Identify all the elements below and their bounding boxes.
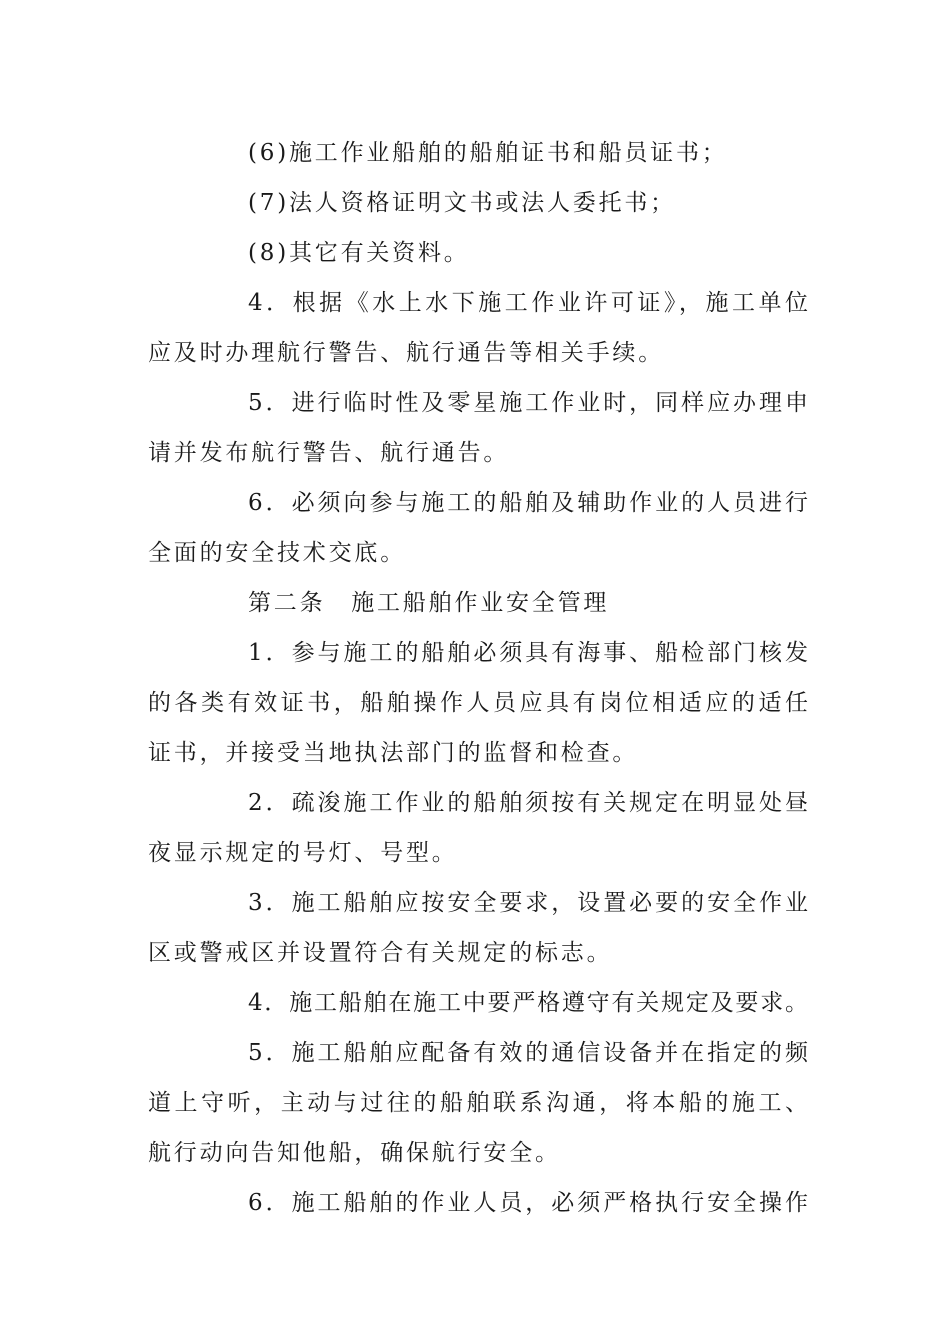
text-line: 6．施工船舶的作业人员，必须严格执行安全操作 <box>248 1190 808 1216</box>
text-line: 区或警戒区并设置符合有关规定的标志。 <box>148 940 613 966</box>
text-line: 2．疏浚施工作业的船舶须按有关规定在明显处昼 <box>248 790 808 816</box>
text-line: 5．施工船舶应配备有效的通信设备并在指定的频 <box>248 1040 808 1066</box>
section-heading: 第二条 施工船舶作业安全管理 <box>248 590 610 616</box>
text-line: 的各类有效证书，船舶操作人员应具有岗位相适应的适任 <box>148 690 808 716</box>
text-line: 道上守听，主动与过往的船舶联系沟通，将本船的施工、 <box>148 1090 808 1116</box>
text-line: 航行动向告知他船，确保航行安全。 <box>148 1140 561 1166</box>
text-line: 4．施工船舶在施工中要严格遵守有关规定及要求。 <box>248 990 808 1016</box>
text-line: (6)施工作业船舶的船舶证书和船员证书； <box>248 140 728 166</box>
text-line: 夜显示规定的号灯、号型。 <box>148 840 458 866</box>
text-line: 全面的安全技术交底。 <box>148 540 406 566</box>
document-body <box>148 128 808 1228</box>
text-line: (8)其它有关资料。 <box>248 240 470 266</box>
text-line: 请并发布航行警告、航行通告。 <box>148 440 510 466</box>
text-line: 1．参与施工的船舶必须具有海事、船检部门核发 <box>248 640 808 666</box>
text-line: 5．进行临时性及零星施工作业时，同样应办理申 <box>248 390 808 416</box>
text-line: 3．施工船舶应按安全要求，设置必要的安全作业 <box>248 890 808 916</box>
text-line: 应及时办理航行警告、航行通告等相关手续。 <box>148 340 664 366</box>
text-line: 证书，并接受当地执法部门的监督和检查。 <box>148 740 639 766</box>
text-line: 6．必须向参与施工的船舶及辅助作业的人员进行 <box>248 490 808 516</box>
text-line: 4．根据《水上水下施工作业许可证》，施工单位 <box>248 290 808 316</box>
text-line: (7)法人资格证明文书或法人委托书； <box>248 190 676 216</box>
